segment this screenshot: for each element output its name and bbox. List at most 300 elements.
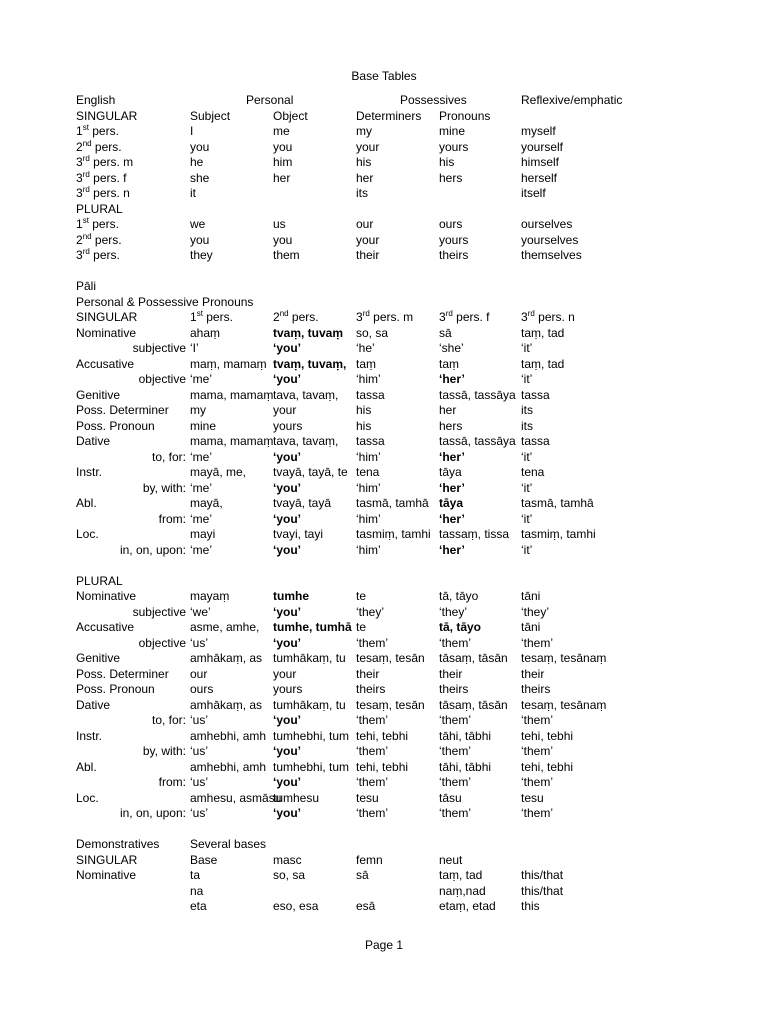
- table-row: [0, 155, 768, 171]
- table-cell: [356, 775, 437, 791]
- cell-text: Genitive: [76, 651, 121, 665]
- table-cell: [439, 713, 520, 729]
- table-cell: [521, 186, 681, 202]
- cell-text: so, sa: [273, 868, 306, 882]
- cell-text: te: [356, 620, 367, 634]
- ordinal-suffix: rd: [527, 309, 535, 318]
- table-cell: [190, 140, 271, 156]
- cell-text: theirs: [439, 248, 469, 262]
- cell-text: Reflexive/emphatic: [521, 93, 623, 107]
- cell-text: tassā, tassāya: [439, 387, 516, 402]
- table-cell: [521, 806, 681, 822]
- table-row: [0, 140, 768, 156]
- table-cell: [439, 248, 520, 264]
- table-cell: [356, 233, 437, 249]
- table-cell: [76, 651, 188, 667]
- cell-text: itself: [521, 186, 546, 200]
- cell-text: tvaṃ, tuvaṃ,: [273, 356, 347, 371]
- cell-text: 1: [190, 310, 197, 324]
- table-cell: [521, 434, 681, 450]
- cell-text: ‘you’: [273, 341, 302, 355]
- table-row: [0, 419, 768, 435]
- cell-text: objective: [138, 635, 186, 650]
- cell-text: naṃ,nad: [439, 883, 486, 898]
- table-cell: [76, 310, 188, 326]
- table-cell: [356, 388, 437, 404]
- table-cell: [76, 403, 188, 419]
- cell-text: Loc.: [76, 527, 99, 541]
- cell-text: ‘you’: [273, 635, 302, 650]
- cell-text: Personal: [246, 93, 294, 107]
- table-cell: [190, 450, 271, 466]
- cell-text: tehi, tebhi: [521, 728, 574, 743]
- cell-text: mayā,: [190, 496, 223, 510]
- table-cell: [439, 434, 520, 450]
- cell-text: neut: [439, 852, 463, 867]
- table-cell: [356, 527, 437, 543]
- cell-text: maṃ, mamaṃ: [190, 356, 267, 371]
- table-cell: [439, 450, 520, 466]
- ordinal-suffix: rd: [445, 309, 453, 318]
- table-cell: [356, 620, 437, 636]
- table-cell: [76, 868, 188, 884]
- table-cell: [521, 357, 681, 373]
- cell-text: ‘them’: [356, 775, 389, 789]
- cell-text: Abl.: [76, 759, 97, 774]
- table-row: [0, 775, 768, 791]
- table-cell: [439, 729, 520, 745]
- cell-text: your: [273, 666, 297, 681]
- table-cell: [273, 605, 354, 621]
- table-cell: [356, 729, 437, 745]
- table-cell: [273, 388, 354, 404]
- cell-text: Pronouns: [439, 108, 491, 123]
- table-cell: [521, 527, 681, 543]
- table-cell: [76, 729, 188, 745]
- table-cell: [190, 248, 271, 264]
- cell-text: this: [521, 899, 540, 913]
- cell-text: this/that: [521, 883, 564, 898]
- cell-text: SINGULAR: [76, 310, 138, 324]
- cell-text: ‘her’: [439, 449, 465, 464]
- table-cell: [356, 636, 437, 652]
- cell-text: mama, mamaṃ: [190, 434, 274, 448]
- table-cell: [190, 496, 271, 512]
- cell-text: tassā, tassāya: [439, 434, 516, 448]
- table-cell: [356, 372, 437, 388]
- cell-text: you: [273, 232, 293, 247]
- cell-text: PLURAL: [76, 201, 123, 216]
- cell-text: ‘them’: [439, 775, 472, 789]
- cell-text: yourself: [521, 139, 564, 154]
- table-cell: [190, 651, 271, 667]
- cell-text: tasmā, tamhā: [356, 496, 429, 510]
- table-cell: [76, 605, 186, 621]
- cell-text: Instr.: [76, 728, 103, 743]
- cell-text-suffix: pers.: [91, 139, 122, 154]
- cell-text: tumhebhi, tum: [273, 759, 350, 774]
- cell-text: ‘you’: [273, 372, 302, 386]
- cell-text: tena: [521, 465, 545, 479]
- cell-text: ‘them’: [521, 635, 554, 650]
- table-cell: [76, 248, 188, 264]
- cell-text: tasmiṃ, tamhi: [521, 527, 596, 541]
- cell-text: tumhesu: [273, 790, 320, 805]
- table-cell: [356, 434, 437, 450]
- cell-text: mayi: [190, 527, 216, 541]
- table-cell: [521, 388, 681, 404]
- cell-text: tāsaṃ, tāsān: [439, 651, 508, 665]
- table-cell: [190, 419, 271, 435]
- table-cell: [356, 667, 437, 683]
- table-cell: [190, 605, 271, 621]
- cell-text-suffix: pers.: [89, 248, 120, 262]
- cell-text: us: [273, 217, 286, 231]
- table-cell: [521, 744, 681, 760]
- cell-text: ‘them’: [356, 713, 389, 727]
- table-cell: [273, 450, 354, 466]
- table-cell: [273, 713, 354, 729]
- table-cell: [356, 481, 437, 497]
- table-cell: [190, 899, 271, 915]
- table-cell: [273, 853, 354, 869]
- cell-text: from:: [158, 775, 186, 789]
- cell-text: ‘us’: [190, 775, 209, 789]
- cell-text: Demonstratives: [76, 837, 160, 851]
- cell-text: amhākaṃ, as: [190, 651, 263, 665]
- table-cell: [439, 388, 520, 404]
- cell-text: taṃ, tad: [521, 356, 565, 371]
- table-cell: [521, 729, 681, 745]
- table-row: [0, 202, 768, 218]
- ordinal-suffix: rd: [362, 309, 370, 318]
- table-cell: [273, 496, 354, 512]
- table-cell: [190, 434, 274, 450]
- ordinal-suffix: st: [196, 309, 203, 318]
- cell-text: tāni: [521, 620, 541, 634]
- table-cell: [76, 775, 186, 791]
- table-cell: [273, 512, 354, 528]
- table-cell: [190, 481, 271, 497]
- table-cell: [273, 357, 354, 373]
- table-cell: [356, 853, 437, 869]
- cell-text: hers: [439, 170, 463, 185]
- cell-text: 2: [76, 139, 83, 154]
- cell-text: our: [190, 666, 208, 681]
- table-cell: [76, 140, 188, 156]
- cell-text: herself: [521, 170, 558, 185]
- cell-text: ‘you’: [273, 775, 302, 789]
- cell-text: Subject: [190, 108, 231, 123]
- table-cell: [190, 806, 271, 822]
- cell-text-suffix: pers. m: [369, 310, 414, 324]
- cell-text: ‘her’: [439, 480, 465, 495]
- cell-text: tassa: [521, 434, 550, 448]
- cell-text: Accusative: [76, 356, 135, 371]
- table-cell: [439, 589, 520, 605]
- table-cell: [439, 651, 520, 667]
- cell-text: tvayā, tayā, te: [273, 465, 348, 479]
- cell-text: 3: [439, 310, 446, 324]
- table-cell: [273, 698, 354, 714]
- cell-text: 3: [521, 310, 528, 324]
- table-cell: [76, 465, 188, 481]
- table-cell: [76, 217, 188, 233]
- table-cell: [356, 605, 437, 621]
- cell-text: tumhe, tumhā: [273, 620, 352, 634]
- cell-text: my: [356, 124, 372, 138]
- cell-text: their: [356, 666, 380, 681]
- table-cell: [190, 171, 271, 187]
- table-cell: [76, 589, 188, 605]
- cell-text: tena: [356, 465, 380, 479]
- cell-text: ‘you’: [273, 713, 302, 727]
- cell-text: tassa: [521, 387, 550, 402]
- table-cell: [356, 868, 437, 884]
- table-cell: [439, 155, 520, 171]
- cell-text: ‘him’: [356, 449, 381, 464]
- cell-text: tasmā, tamhā: [521, 496, 594, 510]
- cell-text: Nominative: [76, 868, 137, 882]
- table-cell: [190, 667, 271, 683]
- table-cell: [356, 465, 437, 481]
- cell-text: tumhebhi, tum: [273, 728, 350, 743]
- cell-text: eso, esa: [273, 899, 319, 913]
- cell-text: tesaṃ, tesān: [356, 697, 425, 712]
- table-cell: [521, 884, 681, 900]
- table-cell: [439, 326, 520, 342]
- table-cell: [356, 357, 437, 373]
- table-cell: [356, 310, 437, 326]
- cell-text: tasmiṃ, tamhi: [356, 527, 431, 541]
- cell-text: tvayi, tayi: [273, 527, 324, 541]
- table-cell: [190, 837, 490, 853]
- cell-text-suffix: pers. n: [89, 186, 130, 200]
- cell-text: ‘you’: [273, 744, 302, 758]
- table-cell: [76, 512, 186, 528]
- cell-text: taṃ, tad: [439, 868, 483, 882]
- cell-text: its: [356, 186, 368, 200]
- table-cell: [356, 791, 437, 807]
- cell-text-suffix: pers.: [91, 232, 122, 247]
- cell-text: asme, amhe,: [190, 620, 260, 634]
- table-cell: [273, 109, 354, 125]
- cell-text: taṃ: [356, 356, 377, 371]
- cell-text: Dative: [76, 434, 111, 448]
- table-cell: [356, 496, 437, 512]
- table-cell: [521, 682, 681, 698]
- cell-text: Poss. Determiner: [76, 403, 169, 417]
- cell-text: 1: [76, 217, 83, 231]
- cell-text: he: [190, 155, 204, 169]
- table-cell: [439, 124, 520, 140]
- table-cell: [439, 527, 520, 543]
- table-cell: [356, 589, 437, 605]
- table-cell: [439, 760, 520, 776]
- table-row: [0, 372, 768, 388]
- cell-text: tesaṃ, tesān: [356, 651, 425, 665]
- cell-text: ‘me’: [190, 480, 213, 495]
- table-cell: [356, 899, 437, 915]
- cell-text: tumhākaṃ, tu: [273, 697, 346, 712]
- cell-text: 1: [76, 124, 83, 138]
- cell-text: ‘it’: [521, 341, 533, 355]
- cell-text: theirs: [439, 682, 469, 696]
- cell-text: his: [356, 418, 372, 433]
- table-cell: [76, 326, 188, 342]
- table-cell: [439, 512, 520, 528]
- table-row: [0, 667, 768, 683]
- table-cell: [76, 496, 188, 512]
- cell-text: Determiners: [356, 108, 422, 123]
- cell-text: her: [273, 170, 291, 185]
- table-cell: [273, 636, 354, 652]
- cell-text: ‘me’: [190, 511, 213, 526]
- cell-text: Base: [190, 852, 218, 867]
- table-cell: [76, 682, 188, 698]
- cell-text: in, on, upon:: [119, 806, 186, 820]
- table-row: [0, 791, 768, 807]
- table-cell: [356, 403, 437, 419]
- cell-text-suffix: pers.: [88, 217, 119, 231]
- table-cell: [521, 310, 681, 326]
- table-cell: [190, 186, 271, 202]
- table-cell: [190, 682, 271, 698]
- cell-text: ‘him’: [356, 372, 381, 386]
- cell-text: ‘it’: [521, 480, 533, 495]
- cell-text: ‘it’: [521, 542, 533, 557]
- cell-text: tā, tāyo: [439, 620, 482, 634]
- table-cell: [521, 868, 681, 884]
- table-cell: [190, 341, 271, 357]
- table-cell: [439, 775, 520, 791]
- table-cell: [76, 527, 188, 543]
- table-cell: [356, 450, 437, 466]
- table-cell: [521, 775, 681, 791]
- table-cell: [439, 171, 520, 187]
- table-cell: [521, 481, 681, 497]
- cell-text: you: [273, 139, 293, 154]
- table-cell: [76, 791, 188, 807]
- cell-text: ours: [190, 682, 214, 696]
- cell-text: his: [356, 403, 372, 417]
- table-cell: [439, 217, 520, 233]
- table-cell: [76, 419, 188, 435]
- table-cell: [190, 310, 271, 326]
- cell-text: its: [521, 403, 533, 417]
- table-cell: [273, 682, 354, 698]
- cell-text: Pāli: [76, 279, 97, 293]
- cell-text: ‘us’: [190, 744, 209, 758]
- table-cell: [439, 682, 520, 698]
- table-cell: [273, 434, 354, 450]
- cell-text: femn: [356, 852, 383, 867]
- cell-text: tumhe: [273, 589, 309, 603]
- cell-text: me: [273, 124, 290, 138]
- cell-text: mayaṃ: [190, 589, 230, 603]
- table-cell: [76, 450, 186, 466]
- table-row: [0, 574, 768, 590]
- cell-text: tassaṃ, tissa: [439, 527, 510, 541]
- table-cell: [521, 419, 681, 435]
- cell-text: ‘it’: [521, 449, 533, 464]
- table-row: [0, 837, 768, 853]
- cell-text: in, on, upon:: [119, 542, 186, 557]
- table-cell: [273, 744, 354, 760]
- cell-text: esā: [356, 899, 376, 913]
- table-row: [0, 186, 768, 202]
- cell-text: amhebhi, amh: [190, 759, 267, 774]
- cell-text: ‘them’: [439, 744, 472, 758]
- table-cell: [356, 543, 437, 559]
- table-row: [0, 682, 768, 698]
- table-cell: [273, 760, 354, 776]
- table-cell: [356, 155, 437, 171]
- table-cell: [439, 372, 520, 388]
- table-cell: [273, 589, 354, 605]
- table-cell: [76, 186, 188, 202]
- table-cell: [273, 248, 354, 264]
- ordinal-suffix: rd: [82, 154, 90, 163]
- cell-text: I: [190, 124, 194, 138]
- table-row: [0, 279, 768, 295]
- table-cell: [76, 372, 186, 388]
- cell-text: tehi, tebhi: [356, 759, 409, 774]
- cell-text: sā: [356, 868, 369, 882]
- cell-text: ‘you’: [273, 542, 302, 557]
- cell-text: te: [356, 589, 367, 603]
- ordinal-suffix: nd: [279, 309, 289, 318]
- table-row: [0, 589, 768, 605]
- table-cell: [76, 155, 188, 171]
- table-cell: [190, 527, 271, 543]
- cell-text: tehi, tebhi: [356, 728, 409, 743]
- table-cell: [76, 760, 188, 776]
- cell-text: you: [190, 232, 210, 247]
- table-cell: [439, 465, 520, 481]
- table-cell: [76, 295, 376, 311]
- table-row: [0, 124, 768, 140]
- cell-text: they: [190, 248, 213, 262]
- cell-text: ‘them’: [521, 806, 554, 820]
- table-cell: [439, 481, 520, 497]
- cell-text: tāya: [439, 465, 462, 479]
- table-cell: [521, 636, 681, 652]
- table-cell: [356, 744, 437, 760]
- table-row: [0, 465, 768, 481]
- table-cell: [76, 636, 186, 652]
- table-row: [0, 527, 768, 543]
- cell-text-suffix: pers.: [88, 124, 119, 138]
- table-cell: [439, 543, 520, 559]
- cell-text: ‘you’: [273, 480, 302, 495]
- cell-text: her: [356, 170, 374, 185]
- table-cell: [76, 620, 188, 636]
- table-cell: [356, 109, 437, 125]
- table-cell: [190, 217, 271, 233]
- cell-text: ‘me’: [190, 372, 213, 386]
- cell-text: theirs: [356, 682, 386, 696]
- cell-text: tāhi, tābhi: [439, 759, 492, 774]
- cell-text: mine: [190, 418, 217, 433]
- table-row: [0, 403, 768, 419]
- cell-text: Object: [273, 108, 308, 123]
- cell-text: ‘we’: [190, 604, 211, 619]
- table-cell: [273, 899, 354, 915]
- ordinal-suffix: st: [82, 216, 89, 225]
- table-cell: [273, 155, 354, 171]
- table-cell: [521, 155, 681, 171]
